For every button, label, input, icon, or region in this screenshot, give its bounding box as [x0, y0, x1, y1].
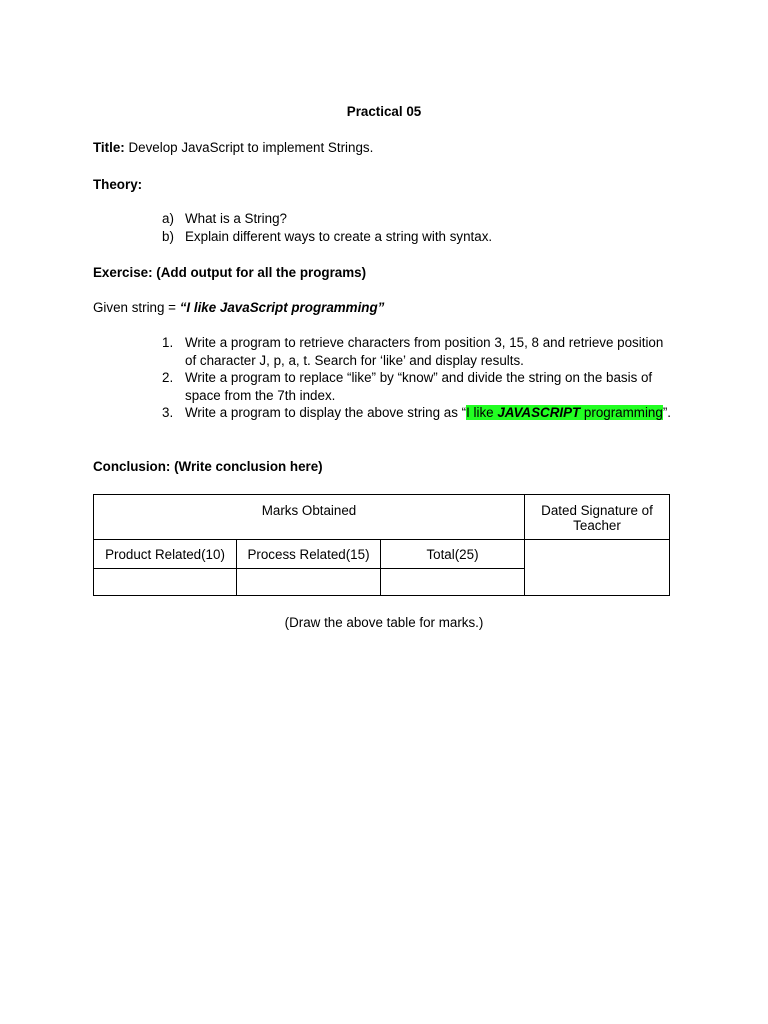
column-header-total: Total(25): [381, 540, 525, 569]
list-item-text: What is a String?: [185, 211, 287, 226]
column-header-process: Process Related(15): [237, 540, 381, 569]
marks-obtained-header: Marks Obtained: [94, 495, 525, 540]
highlighted-text: [466, 405, 663, 420]
table-caption: (Draw the above table for marks.): [284, 615, 484, 630]
list-item: [162, 369, 672, 404]
theory-list: [162, 210, 492, 245]
list-marker: b): [162, 228, 174, 244]
list-marker: 3.: [162, 405, 174, 420]
conclusion-heading: Conclusion: (Write conclusion here): [93, 459, 323, 474]
list-item-text-after: ”.: [662, 405, 671, 420]
list-item: [162, 228, 492, 246]
highlight-part-1: I like: [466, 405, 498, 420]
process-marks-cell: [237, 569, 381, 596]
marks-table: [93, 494, 670, 596]
list-marker: a): [162, 211, 174, 226]
list-item-text-before: Write a program to display the above string as “: [185, 405, 467, 420]
list-item: [162, 210, 492, 228]
theory-heading: Theory:: [93, 177, 143, 192]
title-label: Title:: [93, 140, 125, 155]
product-marks-cell: [94, 569, 237, 596]
title-line: [93, 139, 373, 156]
list-item-text: Explain different ways to create a string with syntax.: [185, 228, 493, 244]
list-item: [162, 404, 672, 422]
exercise-list: [162, 334, 672, 422]
list-item-text: Write a program to retrieve characters from position 3, 15, 8 and retrieve position of character J, p, a, t. Search for ‘like’ and display results.: [185, 335, 664, 368]
highlight-bold: JAVASCRIPT: [497, 405, 581, 420]
list-item-text: Write a program to replace “like” by “know” and divide the string on the basis of space from the 7th index.: [185, 370, 653, 403]
column-header-product: Product Related(10): [94, 540, 237, 569]
title-text: Develop JavaScript to implement Strings.: [124, 140, 374, 155]
signature-cell: [525, 540, 670, 596]
list-item: [162, 334, 672, 369]
exercise-heading: Exercise: (Add output for all the programs): [93, 265, 367, 280]
given-string-line: [93, 299, 384, 316]
list-marker: 1.: [162, 335, 174, 350]
given-prefix: Given string =: [93, 300, 180, 315]
practical-title: Practical 05: [346, 104, 422, 119]
given-string: “I like JavaScript programming”: [179, 300, 385, 315]
highlight-part-2: programming: [580, 405, 663, 420]
total-marks-cell: [381, 569, 525, 596]
list-marker: 2.: [162, 370, 174, 385]
signature-header: Dated Signature of Teacher: [525, 495, 670, 540]
